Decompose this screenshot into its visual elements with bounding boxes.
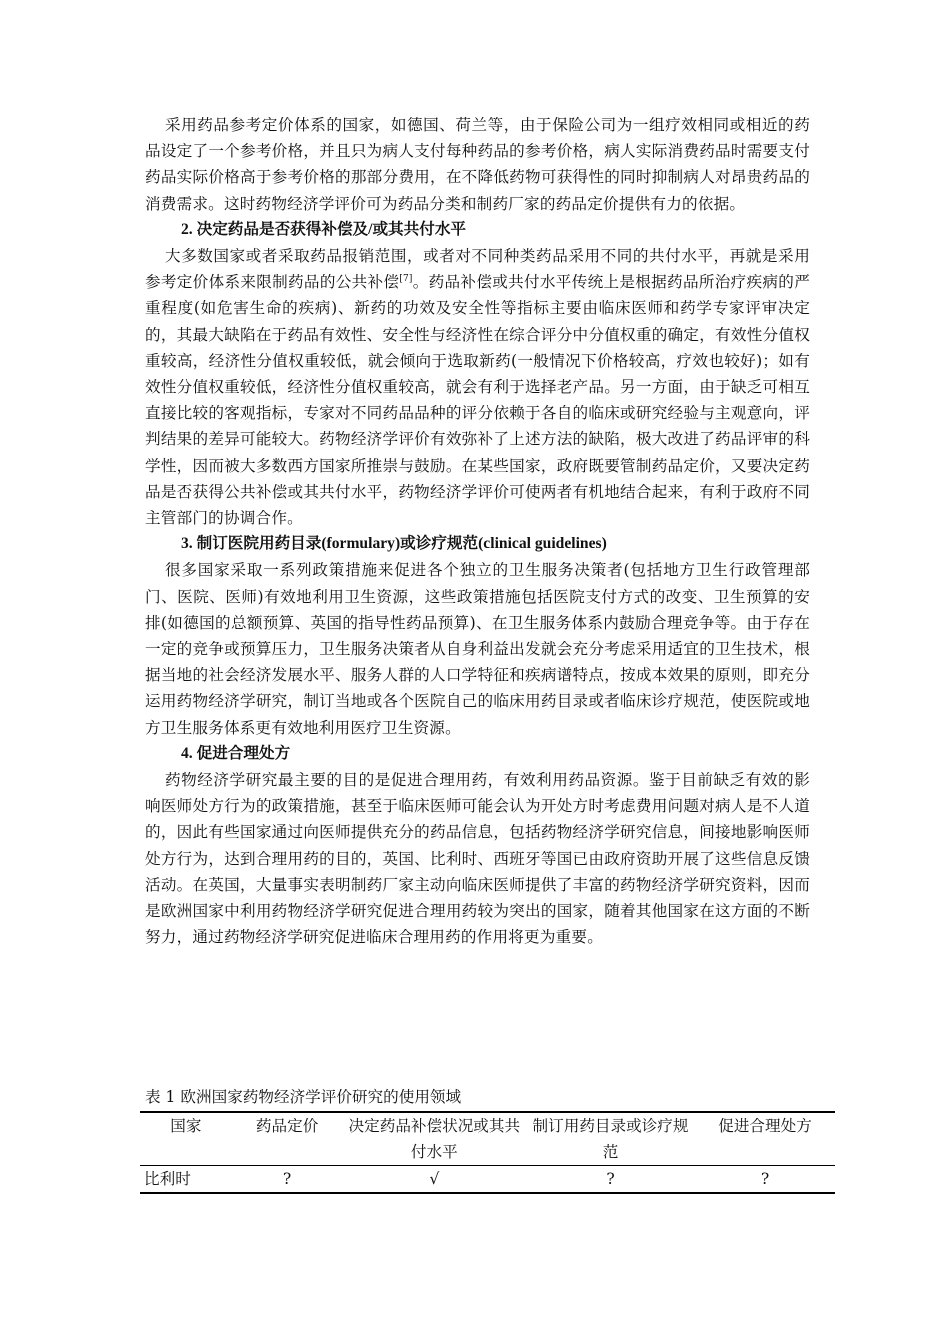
citation-ref[interactable]: [7]: [399, 274, 413, 285]
paragraph-formulary: 很多国家采取一系列政策措施来促进各个独立的卫生服务决策者(包括地方卫生行政管理部门、医院、医师)有效地利用卫生资源，这些政策措施包括医院支付方式的改变、卫生预算的安排(如德国的总额预算、英国的指导性药品预算)、在卫生服务体系内鼓励合理竞争等。由于存在一定的竞争或预算压力，卫生服务决策者从自身利益出发就会充分考虑采用适宜的卫生技术，根据当地的社会经济发展水平、服务人群的人口学特征和疾病谱特点，按成本效果的原则，即充分运用药物经济学研究，制订当地或各个医院自己的临床用药目录或者临床诊疗规范，使医院或地方卫生服务体系更有效地利用医疗卫生资源。: [145, 561, 810, 737]
table-row: [140, 1166, 835, 1194]
paragraph-reimbursement-text-b: 。药品补偿或共付水平传统上是根据药品所治疗疾病的严重程度(如危害生命的疾病)、新药的功效及安全性等指标主要由临床医师和药学专家评审决定的，其最大缺陷在于药品有效性、安全性与经济性在综合评分中分值权重的确定，有效性分值权重较高，经济性分值权重较低，就会倾向于选取新药(一般情况下价格较高，疗效也较好)；如有效性分值权重较低，经济性分值权重较高，就会有利于选择老产品。另一方面，由于缺乏可相互直接比较的客观指标，专家对不同药品品种的评分依赖于各自的临床或研究经验与主观意向，评判结果的差异可能较大。药物经济学评价有效弥补了上述方法的缺陷，极大改进了药品评审的科学性，因而被大多数西方国家所推崇与鼓励。在某些国家，政府既要管制药品定价，又要决定药品是否获得公共补偿或其共付水平，药物经济学评价可使两者有机地结合起来，有利于政府不同主管部门的协调合作。: [145, 273, 810, 528]
section-heading-2: 2. 决定药品是否获得补偿及/或其共付水平: [181, 220, 467, 238]
cell-country: 比利时: [140, 1166, 232, 1194]
section-heading-4: 4. 促进合理处方: [181, 744, 291, 762]
header-formulary: 制订用药目录或诊疗规范: [526, 1112, 695, 1166]
table-caption: 表 1 欧洲国家药物经济学评价研究的使用领域: [145, 1088, 462, 1106]
cell-reimbursement: √: [343, 1166, 526, 1194]
header-country: 国家: [140, 1112, 232, 1166]
paragraph-reimbursement: [145, 243, 810, 531]
table-header-row: [140, 1112, 835, 1166]
cell-pricing: ?: [232, 1166, 343, 1194]
document-body: [145, 112, 810, 951]
header-pricing: 药品定价: [232, 1112, 343, 1166]
header-prescribing: 促进合理处方: [695, 1112, 835, 1166]
cell-formulary: ?: [526, 1166, 695, 1194]
cell-prescribing: ?: [695, 1166, 835, 1194]
paragraph-rational-prescribing: 药物经济学研究最主要的目的是促进合理用药，有效利用药品资源。鉴于目前缺乏有效的影响医师处方行为的政策措施，甚至于临床医师可能会认为开处方时考虑费用问题对病人是不人道的，因此有些国家通过向医师提供充分的药品信息，包括药物经济学研究信息，间接地影响医师处方行为，达到合理用药的目的，英国、比利时、西班牙等国已由政府资助开展了这些信息反馈活动。在英国，大量事实表明制药厂家主动向临床医师提供了丰富的药物经济学研究资料，因而是欧洲国家中利用药物经济学研究促进合理用药较为突出的国家，随着其他国家在这方面的不断努力，通过药物经济学研究促进临床合理用药的作用将更为重要。: [145, 771, 810, 947]
usage-table: [140, 1111, 835, 1194]
section-heading-3: 3. 制订医院用药目录(formulary)或诊疗规范(clinical guidelines): [181, 535, 607, 553]
paragraph-reference-pricing: 采用药品参考定价体系的国家，如德国、荷兰等，由于保险公司为一组疗效相同或相近的药品设定了一个参考价格，并且只为病人支付每种药品的参考价格，病人实际消费药品时需要支付药品实际价格高于参考价格的那部分费用，在不降低药物可获得性的同时抑制病人对昂贵药品的消费需求。这时药物经济学评价可为药品分类和制药厂家的药品定价提供有力的依据。: [145, 116, 810, 213]
paragraph-reimbursement-text-a: 大多数国家或者采取药品报销范围，或者对不同种类药品采用不同的共付水平，再就是采用参考定价体系来限制药品的公共补偿: [145, 247, 810, 292]
header-reimbursement: 决定药品补偿状况或其共付水平: [343, 1112, 526, 1166]
